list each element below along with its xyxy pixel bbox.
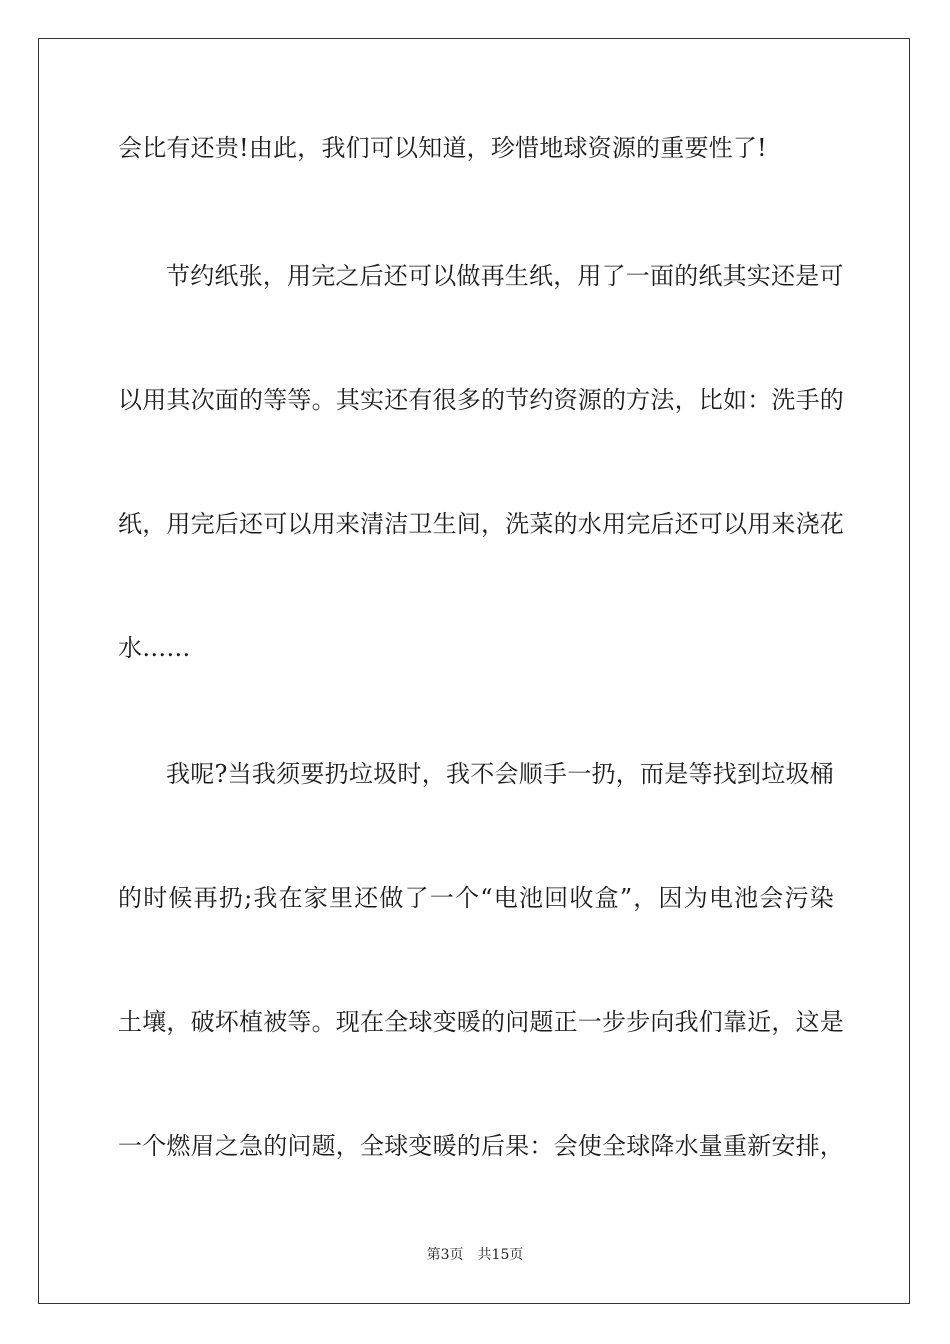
text-line-6: 我呢?当我须要扔垃圾时，我不会顺手一扔，而是等找到垃圾桶 [166,760,834,788]
text-line-1: 会比有还贵!由此，我们可以知道，珍惜地球资源的重要性了! [118,134,767,162]
text-line-8: 土壤，破坏植被等。现在全球变暖的问题正一步步向我们靠近，这是 [118,1008,844,1036]
text-line-5: 水…… [118,634,191,662]
page-number: 第3页 [426,1247,464,1263]
text-line-9: 一个燃眉之急的问题，全球变暖的后果：会使全球降水量重新安排， [118,1132,844,1160]
page-border [38,38,910,1304]
text-line-7: 的时候再扔;我在家里还做了一个“电池回收盒”，因为电池会污染 [118,884,834,912]
text-line-3: 以用其次面的等等。其实还有很多的节约资源的方法，比如：洗手的 [118,386,844,414]
text-line-2: 节约纸张，用完之后还可以做再生纸，用了一面的纸其实还是可 [166,262,844,290]
page-footer [0,1245,950,1265]
page-total: 共15页 [477,1247,524,1263]
text-line-4: 纸，用完后还可以用来清洁卫生间，洗菜的水用完后还可以用来浇花 [118,510,844,538]
